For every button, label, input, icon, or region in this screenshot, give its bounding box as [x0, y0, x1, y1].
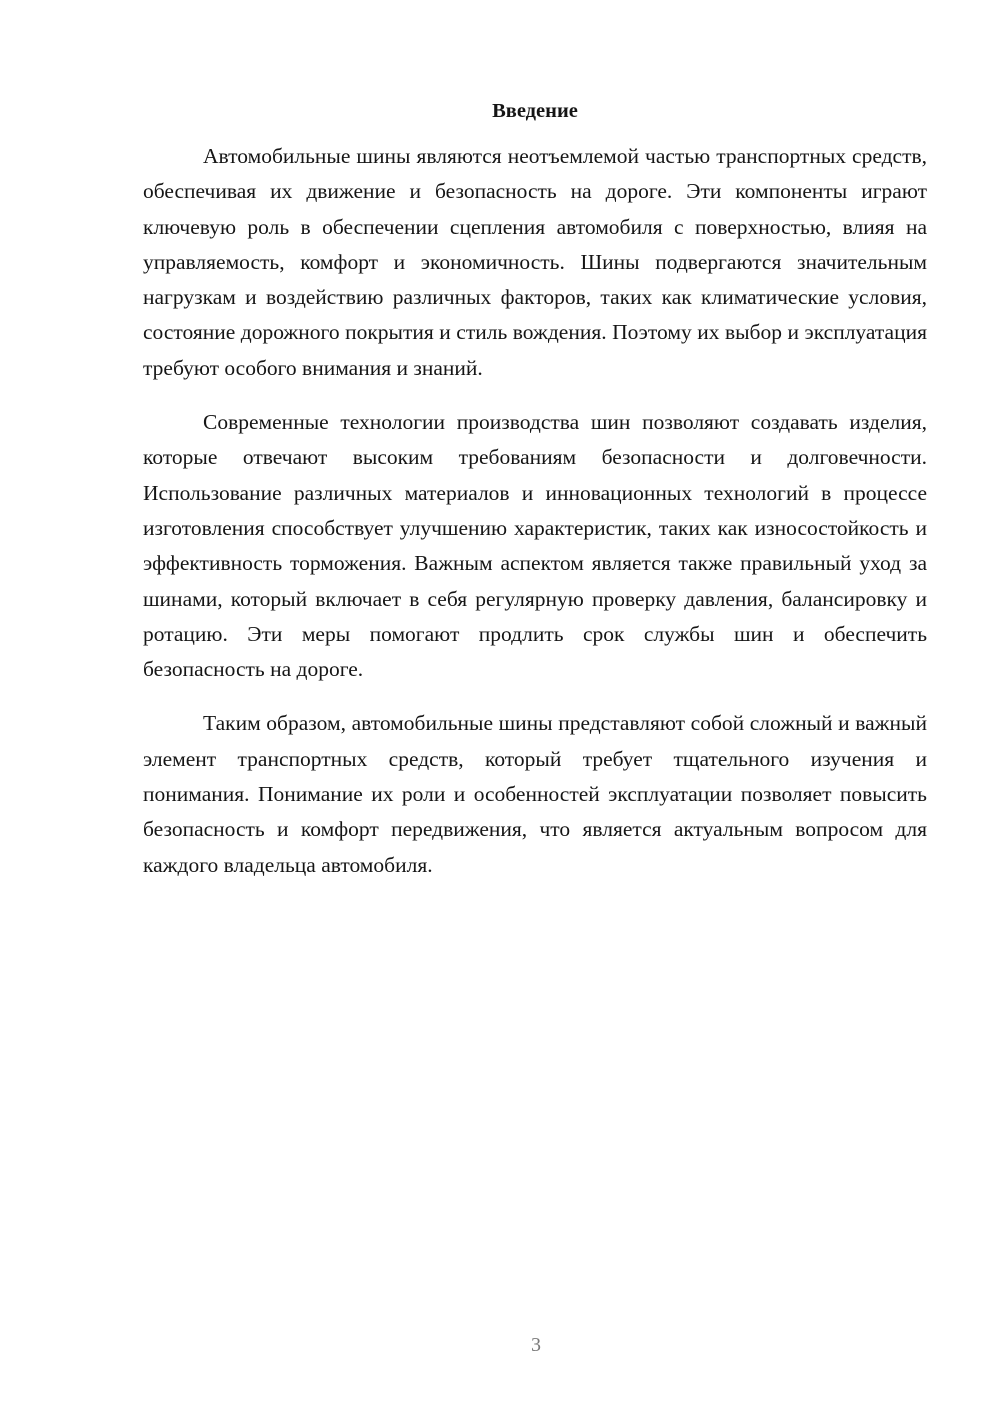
document-body	[143, 96, 927, 902]
paragraph-1: Автомобильные шины являются неотъемлемой частью транспортных средств, обеспечивая их движение и безопасность на дороге. Эти компоненты играют ключевую роль в обеспечении сцепления автомобиля с поверхностью, влияя на управляемость, комфорт и экономичность. Шины подвергаются значительным нагрузкам и воздействию различных факторов, таких как климатические условия, состояние дорожного покрытия и стиль вождения. Поэтому их выбор и эксплуатация требуют особого внимания и знаний.	[143, 144, 927, 380]
paragraph-2: Современные технологии производства шин позволяют создавать изделия, которые отвечают высоким требованиям безопасности и долговечности. Использование различных материалов и инновационных технологий в процессе изготовления способствует улучшению характеристик, таких как износостойкость и эффективность торможения. Важным аспектом является также правильный уход за шинами, который включает в себя регулярную проверку давления, балансировку и ротацию. Эти меры помогают продлить срок службы шин и обеспечить безопасность на дороге.	[143, 410, 927, 682]
page-title: Введение	[492, 100, 578, 122]
page-number: 3	[531, 1334, 541, 1356]
paragraph-3: Таким образом, автомобильные шины представляют собой сложный и важный элемент транспортных средств, который требует тщательного изучения и понимания. Понимание их роли и особенностей эксплуатации позволяет повысить безопасность и комфорт передвижения, что является актуальным вопросом для каждого владельца автомобиля.	[143, 711, 927, 877]
